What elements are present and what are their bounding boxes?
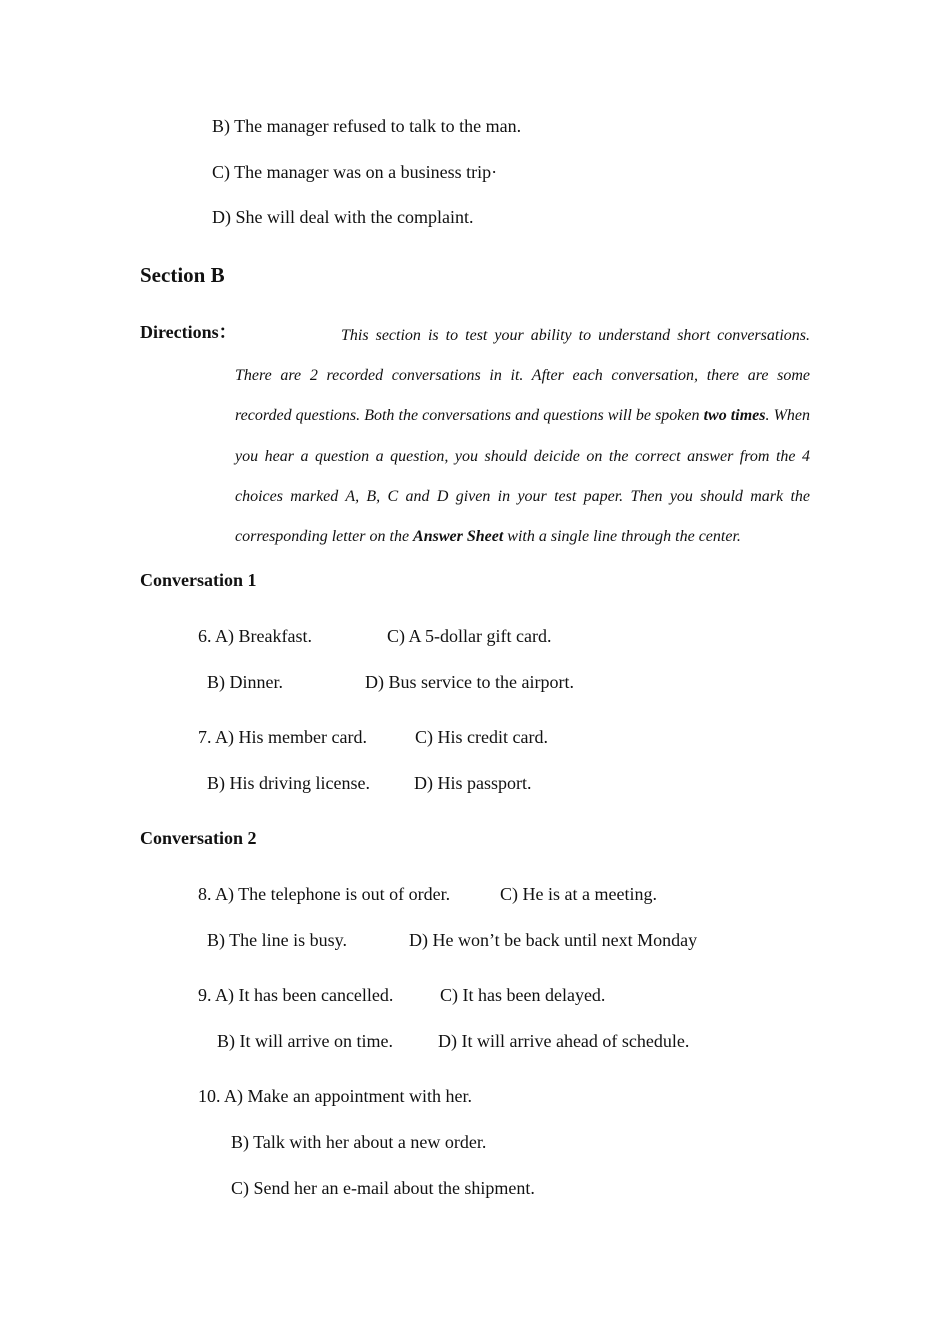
directions-text [140,316,810,557]
directions-part2: . When you hear a question a question, you should deicide on the correct answer from the 4 choices marked A, B, C and D given in your test paper. Then you should mark the corresponding letter on the [235,407,811,546]
q7-option-c: C) His credit card. [415,727,548,747]
q9-option-d: D) It will arrive ahead of schedule. [438,1031,690,1051]
q6-option-c: C) A 5-dollar gift card. [387,626,552,646]
q7-option-a: 7. A) His member card. [198,727,367,747]
directions-part3: with a single line through the center. [503,528,741,546]
q10-option-a: 10. A) Make an appointment with her. [198,1086,472,1106]
q7-option-b: B) His driving license. [207,773,370,793]
q6-option-a: 6. A) Breakfast. [198,626,312,646]
prev-option-c: C) The manager was on a business trip· [212,162,498,182]
q8-option-a: 8. A) The telephone is out of order. [198,884,451,904]
q8-option-b: B) The line is busy. [207,930,347,950]
q10-option-b: B) Talk with her about a new order. [231,1132,487,1152]
q9-option-b: B) It will arrive on time. [217,1031,393,1051]
q9-option-c: C) It has been delayed. [440,985,606,1005]
q6-option-d: D) Bus service to the airport. [365,672,574,692]
q7-option-d: D) His passport. [414,773,532,793]
q9-option-a: 9. A) It has been cancelled. [198,985,394,1005]
prev-option-d: D) She will deal with the complaint. [212,207,474,227]
section-title: Section B [140,263,225,287]
q8-option-c: C) He is at a meeting. [500,884,657,904]
prev-option-b: B) The manager refused to talk to the man. [212,116,522,136]
q8-option-d: D) He won’t be back until next Monday [409,930,698,950]
conversation-2-title: Conversation 2 [140,828,257,848]
directions-part1: This section is to test your ability to understand short conversations. There are 2 recorded conversations in it. After each conversation, there are some recorded questions. Both the conversations and questions will be spoken [235,327,810,425]
conversation-1-title: Conversation 1 [140,570,257,590]
directions-label: Directions： [140,322,237,342]
q10-option-c: C) Send her an e-mail about the shipment. [231,1178,535,1198]
q6-option-b: B) Dinner. [207,672,283,692]
directions-emphasis-two-times: two times [703,407,766,425]
directions-emphasis-answer-sheet: Answer Sheet [413,528,504,546]
